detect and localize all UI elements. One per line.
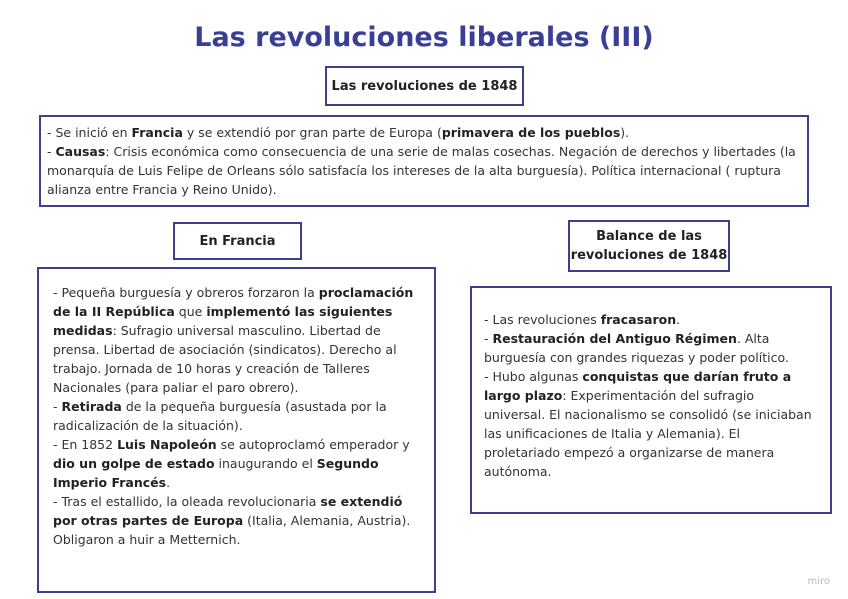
intro-box	[39, 115, 809, 207]
francia-label: En Francia	[199, 233, 276, 249]
balance-item-restoration: - Restauración del Antiguo Régimen. Alta burguesía con grandes riquezas y poder político.	[484, 331, 789, 365]
francia-item-republic: - Pequeña burguesía y obreros forzaron la proclamación de la II República que implementó las siguientes medidas: Sufragio universal masculino. Libertad de prensa. Libertad de asociación (sindicatos). Derecho al trabajo. Jornada de 10 horas y creación de Talleres Nacionales (para paliar el paro obrero).	[53, 285, 414, 395]
balance-content-box	[470, 286, 832, 514]
revolutions-1848-label: Las revoluciones de 1848	[331, 78, 518, 94]
francia-content-box	[37, 267, 436, 593]
balance-label: Balance de las revoluciones de 1848	[570, 229, 728, 263]
francia-item-napoleon: - En 1852 Luis Napoleón se autoproclamó emperador y dio un golpe de estado inaugurando el Segundo Imperio Francés.	[53, 437, 410, 490]
balance-header-box	[568, 220, 730, 272]
revolutions-1848-box	[325, 66, 524, 106]
page-title: Las revoluciones liberales (III)	[194, 22, 654, 53]
francia-item-europe: - Tras el estallido, la oleada revolucionaria se extendió por otras partes de Europa (Italia, Alemania, Austria). Obligaron a huir a Metternich.	[53, 494, 411, 547]
francia-item-retreat: - Retirada de la pequeña burguesía (asustada por la radicalización de la situación).	[53, 399, 387, 433]
miro-watermark: miro	[807, 576, 830, 587]
francia-header-box	[173, 222, 302, 260]
balance-item-failed: - Las revoluciones fracasaron.	[484, 312, 681, 327]
intro-causes-text: - Causas: Crisis económica como consecuencia de una serie de malas cosechas. Negación de derechos y libertades (la monarquía de Luis Felipe de Orleans sólo satisfacía los intereses de la alta burguesía). Política internacional ( ruptura alianza entre Francia y Reino Unido).	[47, 144, 796, 197]
balance-item-conquests: - Hubo algunas conquistas que darían fruto a largo plazo: Experimentación del sufragio universal. El nacionalismo se consolidó (se iniciaban las unificaciones de Italia y Alemania). El proletariado empezó a organizarse de manera autónoma.	[484, 369, 812, 479]
intro-origin-text: - Se inició en Francia y se extendió por gran parte de Europa (primavera de los pueblos).	[47, 125, 630, 140]
